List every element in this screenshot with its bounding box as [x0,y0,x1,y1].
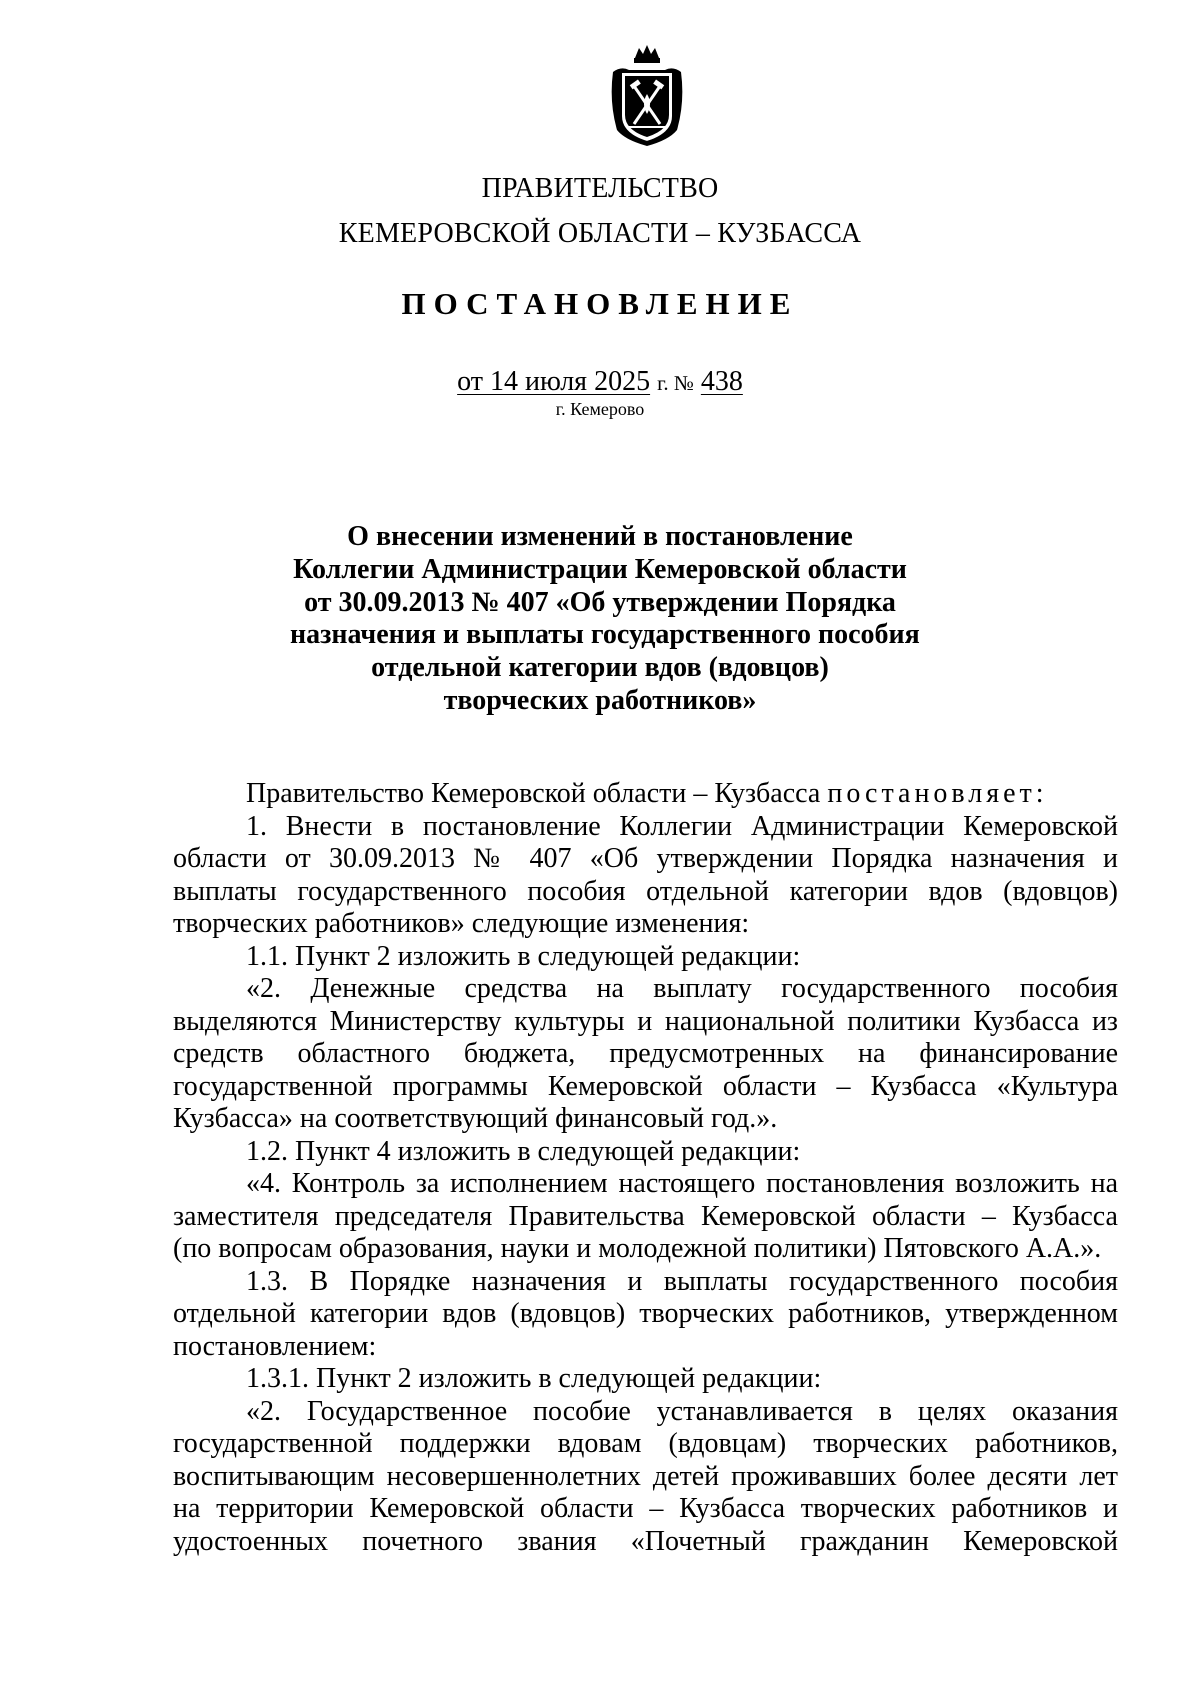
body-line: области от 30.09.2013 № 407 «Об утверждении Порядка назначения и [173,843,1118,874]
document-city: г. Кемерово [555,399,645,419]
year-number-label: г. № [657,371,694,395]
government-title-line-2: КЕМЕРОВСКОЙ ОБЛАСТИ – КУЗБАССА [338,218,862,249]
body-line: выплаты государственного пособия отдельной категории вдов (вдовцов) [173,875,1118,907]
body-line: отдельной категории вдов (вдовцов) творческих работников, утвержденном [173,1298,1118,1329]
title-line: назначения и выплаты государственного пособия [290,619,920,651]
document-type: ПОСТАНОВЛЕНИЕ [401,286,799,321]
body-line: удостоенных почетного звания «Почетный гражданин Кемеровской [173,1525,1118,1557]
body-line: на территории Кемеровской области – Кузбасса творческих работников и [173,1493,1118,1524]
body-line: постановлением: [173,1330,377,1362]
body-line: «2. Денежные средства на выплату государственного пособия [246,973,1118,1004]
body-line: (по вопросам образования, науки и молодежной политики) Пятовского А.А.». [173,1233,1102,1264]
title-line: отдельной категории вдов (вдовцов) [371,652,829,684]
body-line: заместителя председателя Правительства Кемеровской области – Кузбасса [173,1200,1118,1232]
document-number: 438 [700,366,743,397]
body-line: государственной программы Кемеровской области – Кузбасса «Культура [173,1070,1118,1102]
body-line: воспитывающим несовершеннолетних детей проживавших более десяти лет [173,1460,1118,1492]
title-line: от 30.09.2013 № 407 «Об утверждении Порядка [304,586,896,618]
preamble-text: Правительство Кемеровской области – Кузбасса [246,778,821,809]
body-line: 1.1. Пункт 2 изложить в следующей редакции: [246,940,801,972]
body-line: выделяются Министерству культуры и национальной политики Кузбасса из [173,1005,1118,1037]
document-date-number [0,366,1200,399]
preamble-colon: : [1035,778,1044,809]
body-line: 1.3. В Порядке назначения и выплаты государственного пособия [246,1265,1118,1297]
body-line: творческих работников» следующие изменения: [173,908,750,939]
body-line: «2. Государственное пособие устанавливается в целях оказания [246,1395,1118,1427]
title-line: О внесении изменений в постановление [347,521,853,552]
body-line: 1.3.1. Пункт 2 изложить в следующей редакции: [246,1363,822,1394]
document-body [173,778,1118,1558]
title-line: творческих работников» [443,684,757,716]
body-line: «4. Контроль за исполнением настоящего постановления возложить на [246,1168,1118,1199]
body-line: средств областного бюджета, предусмотренных на финансирование [173,1038,1118,1069]
body-line: Кузбасса» на соответствующий финансовый год.». [173,1103,778,1134]
coat-of-arms-icon [607,42,687,148]
preamble-verb: постановляет [827,778,1036,809]
body-line: 1.2. Пункт 4 изложить в следующей редакции: [246,1135,801,1167]
title-line: Коллегии Администрации Кемеровской области [293,553,907,585]
body-line: 1. Внести в постановление Коллегии Администрации Кемеровской [246,810,1118,842]
document-title [290,521,920,718]
document-date: от 14 июля 2025 [457,366,651,397]
preamble [173,778,1118,811]
body-line: государственной поддержки вдовам (вдовцам) творческих работников, [173,1428,1118,1459]
government-title-line-1: ПРАВИТЕЛЬСТВО [481,173,719,204]
